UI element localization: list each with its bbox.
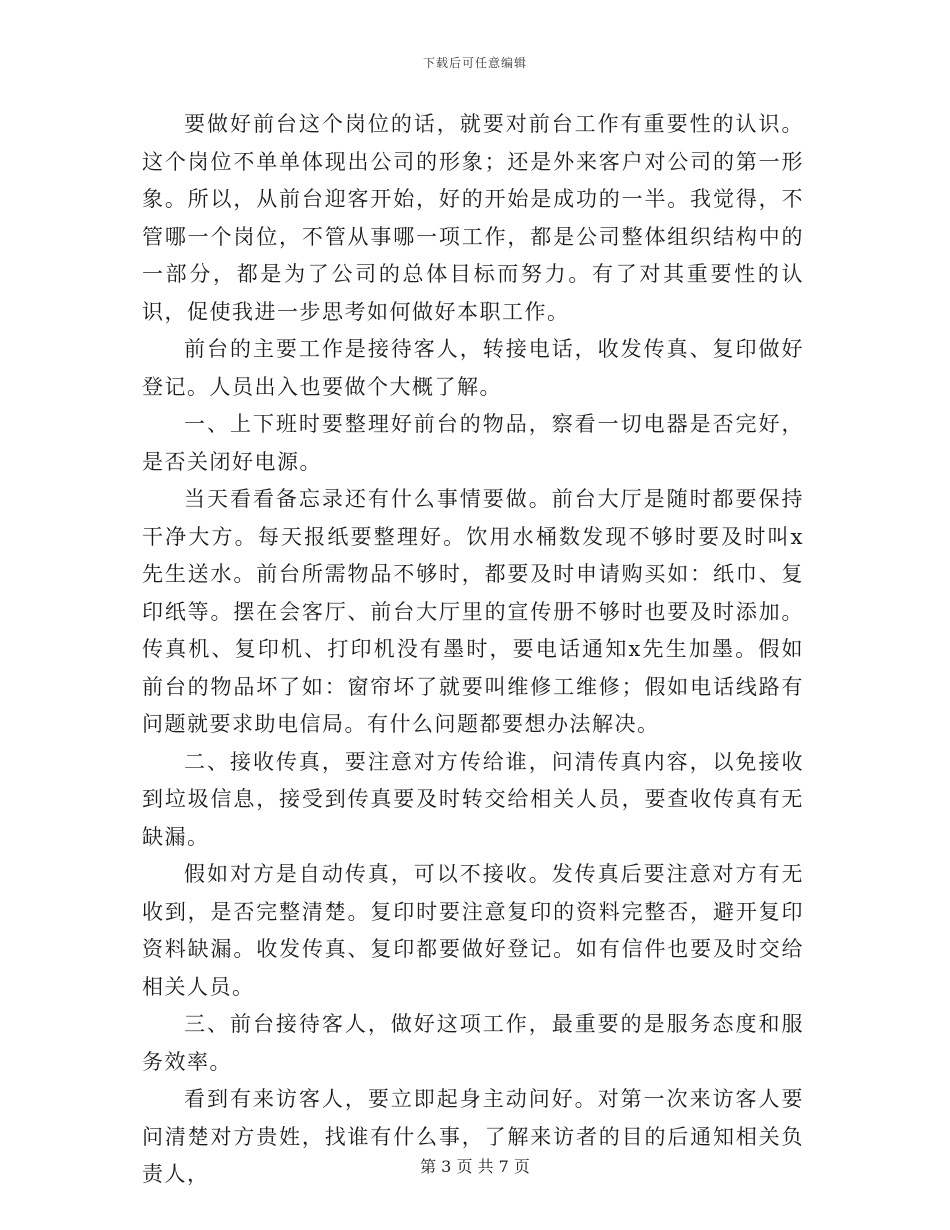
- page-number: 第 3 页 共 7 页: [420, 1157, 530, 1176]
- page-header: 下载后可任意编辑: [422, 56, 527, 70]
- paragraph: 假如对方是自动传真，可以不接收。发传真后要注意对方有无收到，是否完整清楚。复印时要注意复印的资料完整否，避开复印资料缺漏。收发传真、复印都要做好登记。如有信件也要及时交给相关人员。: [142, 862, 804, 999]
- paragraph: 前台的主要工作是接待客人，转接电话，收发传真、复印做好登记。人员出入也要做个大概了解。: [142, 337, 804, 399]
- paragraph: 一、上下班时要整理好前台的物品，察看一切电器是否完好，是否关闭好电源。: [142, 412, 804, 474]
- paragraph: 要做好前台这个岗位的话，就要对前台工作有重要性的认识。这个岗位不单单体现出公司的形象；还是外来客户对公司的第一形象。所以，从前台迎客开始，好的开始是成功的一半。我觉得，不管哪一个岗位，不管从事哪一项工作，都是公司整体组织结构中的一部分，都是为了公司的总体目标而努力。有了对其重要性的认识，促使我进一步思考如何做好本职工作。: [142, 112, 804, 324]
- paragraph: 三、前台接待客人，做好这项工作，最重要的是服务态度和服务效率。: [142, 1012, 804, 1074]
- document-body: [142, 106, 804, 1194]
- paragraph: 二、接收传真，要注意对方传给谁，问清传真内容，以免接收到垃圾信息，接受到传真要及时转交给相关人员，要查收传真有无缺漏。: [142, 749, 804, 849]
- paragraph: 当天看看备忘录还有什么事情要做。前台大厅是随时都要保持干净大方。每天报纸要整理好。饮用水桶数发现不够时要及时叫x先生送水。前台所需物品不够时，都要及时申请购买如：纸巾、复印纸等。摆在会客厅、前台大厅里的宣传册不够时也要及时添加。传真机、复印机、打印机没有墨时，要电话通知x先生加墨。假如前台的物品坏了如：窗帘坏了就要叫维修工维修；假如电话线路有问题就要求助电信局。有什么问题都要想办法解决。: [142, 487, 804, 736]
- paragraph: 看到有来访客人，要立即起身主动问好。对第一次来访客人要问清楚对方贵姓，找谁有什么事，了解来访者的目的后通知相关负责人，: [142, 1087, 804, 1186]
